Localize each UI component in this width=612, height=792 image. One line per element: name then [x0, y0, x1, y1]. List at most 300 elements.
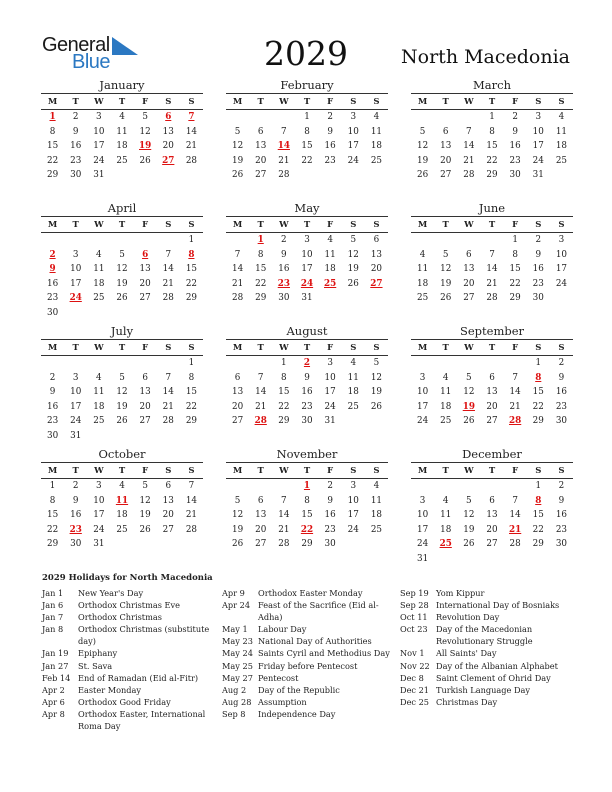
day-cell: 21 [486, 278, 498, 289]
weekday-label: M [47, 219, 58, 230]
day-cell: 29 [532, 539, 544, 550]
weekday-header [226, 462, 388, 479]
day-cell: 20 [162, 141, 174, 152]
weekday-label: T [303, 342, 311, 353]
day-cell: 3 [96, 112, 102, 122]
month-name: July [110, 324, 134, 338]
day-empty [504, 479, 527, 494]
day-cell: 1 [281, 358, 287, 368]
weekday-label: S [350, 219, 357, 230]
day-cell: 1 [304, 112, 310, 122]
weekday-label: T [303, 96, 311, 107]
weekday-label: T [118, 342, 126, 353]
day-cell: 18 [116, 141, 128, 152]
holiday-entry [42, 647, 212, 659]
day-cell: 8 [257, 249, 264, 260]
day-cell: 2 [72, 112, 79, 122]
month-april [41, 201, 203, 321]
day-cell: 25 [440, 416, 452, 427]
day-cell: 23 [324, 524, 336, 535]
day-cell: 11 [93, 387, 105, 398]
day-empty [480, 479, 503, 494]
day-cell: 4 [373, 112, 380, 122]
day-empty [480, 233, 503, 248]
day-cell: 13 [162, 126, 174, 137]
weekday-label: W [94, 96, 104, 107]
day-cell: 1 [489, 112, 495, 122]
weekday-label: T [72, 342, 79, 353]
holiday-date: Aug 2 [222, 684, 247, 695]
month-name: August [286, 324, 328, 338]
weekday-label: F [512, 342, 519, 353]
holiday-name: Labour Day [258, 624, 307, 635]
day-cell: 7 [512, 495, 518, 506]
holiday-date: Feb 14 [42, 672, 71, 683]
holiday-date: Oct 11 [400, 612, 428, 623]
day-cell: 21 [162, 401, 174, 412]
day-cell: 6 [466, 249, 472, 260]
day-grid [226, 356, 388, 429]
day-cell: 17 [70, 401, 82, 412]
holiday-date: May 27 [222, 672, 253, 683]
day-cell: 15 [486, 141, 498, 152]
day-cell: 24 [70, 416, 82, 427]
weekday-label: M [417, 465, 428, 476]
day-cell: 13 [255, 510, 267, 521]
day-cell: 13 [139, 387, 151, 398]
day-cell: 7 [281, 495, 287, 506]
holiday-date: Dec 8 [400, 672, 424, 683]
day-cell: 1 [49, 481, 56, 491]
weekday-label: S [165, 465, 172, 476]
day-cell: 17 [70, 278, 82, 289]
day-cell: 24 [347, 155, 359, 166]
holiday-date: May 25 [222, 660, 253, 671]
day-cell: 5 [119, 372, 125, 383]
day-empty [411, 356, 434, 371]
day-empty [87, 233, 110, 248]
holiday-column [42, 587, 212, 732]
day-cell: 26 [231, 170, 244, 181]
day-cell: 4 [96, 372, 102, 383]
day-cell: 6 [489, 372, 495, 383]
day-cell: 28 [231, 293, 244, 304]
day-cell: 16 [70, 141, 82, 152]
holiday-name: Day of the Republic [258, 684, 340, 695]
day-grid [41, 479, 203, 552]
holiday-day: 1 [49, 112, 56, 122]
weekday-label: S [165, 96, 172, 107]
day-cell: 5 [142, 112, 148, 122]
day-cell: 3 [419, 495, 426, 506]
day-cell: 21 [463, 155, 475, 166]
weekday-label: M [417, 342, 428, 353]
holiday-name: Yom Kippur [436, 588, 485, 598]
day-cell: 1 [188, 235, 195, 245]
day-empty [249, 479, 272, 494]
weekday-label: T [257, 465, 264, 476]
day-cell: 26 [440, 293, 452, 304]
weekday-label: F [142, 219, 149, 230]
day-cell: 27 [440, 170, 452, 181]
day-cell: 30 [555, 539, 568, 550]
weekday-label: S [188, 219, 195, 230]
holiday-entry [400, 696, 572, 708]
day-cell: 27 [255, 539, 267, 550]
day-cell: 17 [532, 141, 544, 152]
day-empty [226, 110, 249, 125]
weekday-label: S [558, 96, 565, 107]
day-cell: 24 [416, 416, 429, 427]
weekday-label: T [72, 96, 79, 107]
holiday-name: Epiphany [78, 648, 118, 659]
day-cell: 15 [46, 141, 59, 152]
day-cell: 2 [327, 481, 333, 491]
holiday-name: Orthodox Easter, International Roma Day [78, 708, 206, 732]
weekday-label: W [279, 342, 289, 353]
holiday-day: 25 [439, 539, 452, 550]
day-cell: 25 [116, 155, 128, 166]
day-cell: 3 [558, 235, 565, 245]
weekday-label: T [257, 342, 264, 353]
day-cell: 14 [463, 141, 475, 152]
day-cell: 1 [535, 358, 542, 368]
day-empty [434, 110, 457, 125]
holiday-entry [222, 647, 392, 659]
day-grid [226, 479, 388, 552]
day-cell: 7 [489, 249, 495, 260]
day-grid [226, 110, 388, 183]
day-grid [411, 110, 573, 183]
weekday-label: W [464, 465, 474, 476]
day-cell: 23 [555, 524, 568, 535]
day-grid [41, 356, 203, 444]
day-cell: 30 [278, 293, 290, 304]
day-empty [64, 356, 87, 371]
holiday-day: 23 [277, 278, 290, 289]
day-cell: 11 [93, 264, 105, 275]
day-cell: 22 [255, 278, 267, 289]
day-cell: 16 [532, 264, 544, 275]
day-cell: 22 [509, 278, 521, 289]
day-cell: 16 [46, 278, 59, 289]
day-cell: 12 [370, 372, 383, 383]
day-cell: 24 [93, 155, 105, 166]
day-grid [411, 233, 573, 306]
holiday-entry [42, 684, 212, 696]
day-cell: 6 [442, 126, 449, 137]
day-cell: 11 [416, 264, 429, 275]
month-january [41, 78, 203, 183]
weekday-label: M [232, 219, 243, 230]
holiday-day: 27 [162, 155, 175, 166]
weekday-label: M [417, 96, 428, 107]
holiday-name: End of Ramadan (Eid al-Fitr) [78, 672, 199, 683]
weekday-label: T [442, 342, 449, 353]
day-cell: 9 [49, 387, 56, 398]
month-november [226, 447, 388, 552]
holiday-entry [400, 647, 572, 659]
day-cell: 16 [324, 141, 336, 152]
day-grid [411, 356, 573, 429]
calendar-year: 2029 [264, 34, 348, 73]
month-name: November [276, 447, 338, 461]
day-cell: 20 [440, 155, 452, 166]
day-cell: 19 [231, 524, 244, 535]
day-cell: 19 [139, 510, 151, 521]
weekday-label: S [165, 342, 172, 353]
month-december [411, 447, 573, 567]
weekday-label: F [327, 465, 334, 476]
holiday-entry [42, 660, 212, 672]
holiday-date: Apr 8 [42, 708, 65, 719]
day-cell: 12 [347, 249, 359, 260]
day-cell: 8 [49, 495, 56, 506]
day-cell: 11 [370, 126, 383, 137]
day-cell: 18 [440, 401, 452, 412]
holiday-day: 1 [303, 481, 311, 491]
day-grid [226, 233, 388, 306]
month-name: June [478, 201, 506, 215]
day-grid [411, 479, 573, 567]
day-cell: 17 [347, 510, 359, 521]
holiday-entry [400, 611, 572, 623]
day-cell: 28 [278, 170, 290, 181]
weekday-label: T [442, 219, 449, 230]
day-cell: 15 [532, 510, 544, 521]
weekday-label: W [464, 96, 474, 107]
holiday-column [222, 587, 392, 720]
day-cell: 22 [185, 401, 198, 412]
day-empty [41, 356, 64, 371]
day-cell: 19 [116, 401, 128, 412]
day-cell: 14 [509, 387, 521, 398]
day-cell: 26 [347, 278, 359, 289]
day-cell: 28 [185, 524, 198, 535]
day-cell: 17 [416, 524, 429, 535]
holiday-day: 24 [69, 293, 82, 304]
day-cell: 1 [188, 358, 195, 368]
day-cell: 22 [532, 524, 544, 535]
day-cell: 10 [93, 495, 105, 506]
weekday-label: T [488, 219, 496, 230]
weekday-label: F [142, 342, 149, 353]
day-cell: 2 [72, 481, 79, 491]
holiday-entry [222, 708, 392, 720]
day-cell: 9 [327, 495, 333, 506]
month-name: January [99, 78, 145, 92]
day-cell: 20 [370, 264, 383, 275]
holiday-name: Saint Clement of Ohrid Day [436, 672, 551, 683]
holiday-entry [222, 635, 392, 647]
day-cell: 25 [93, 416, 105, 427]
day-cell: 18 [116, 510, 128, 521]
day-cell: 26 [139, 524, 151, 535]
holiday-name: Orthodox Christmas Eve [78, 600, 180, 611]
holiday-entry [222, 660, 392, 672]
day-cell: 26 [463, 416, 475, 427]
day-cell: 24 [532, 155, 544, 166]
holiday-day: 11 [115, 495, 129, 506]
day-cell: 29 [46, 539, 59, 550]
logo-general: General [42, 34, 110, 56]
day-cell: 11 [555, 126, 568, 137]
day-cell: 23 [509, 155, 521, 166]
day-cell: 25 [555, 155, 568, 166]
holiday-entry [222, 696, 392, 708]
holiday-entry [42, 623, 212, 647]
holiday-entry [42, 672, 212, 684]
weekday-label: S [188, 342, 195, 353]
day-cell: 28 [185, 155, 198, 166]
day-cell: 22 [301, 155, 313, 166]
day-cell: 29 [255, 293, 267, 304]
day-cell: 20 [255, 524, 267, 535]
day-empty [157, 356, 180, 371]
day-cell: 6 [234, 372, 241, 383]
weekday-label: F [327, 342, 334, 353]
day-cell: 7 [466, 126, 472, 137]
holiday-date: Jan 19 [42, 648, 69, 659]
day-cell: 3 [96, 481, 102, 491]
holiday-date: May 24 [222, 648, 253, 659]
day-cell: 30 [70, 539, 82, 550]
day-cell: 1 [512, 235, 518, 245]
day-empty [457, 110, 480, 125]
month-may [226, 201, 388, 306]
day-cell: 22 [46, 524, 59, 535]
holiday-name: Orthodox Good Friday [78, 696, 171, 707]
holiday-entry [222, 599, 392, 623]
day-cell: 7 [234, 249, 241, 260]
weekday-label: T [257, 219, 264, 230]
day-cell: 15 [509, 264, 521, 275]
day-cell: 18 [555, 141, 568, 152]
holiday-date: Jan 6 [42, 600, 64, 611]
day-cell: 21 [278, 155, 290, 166]
day-empty [226, 356, 249, 371]
holiday-day: 27 [370, 278, 383, 289]
weekday-label: S [350, 465, 357, 476]
day-cell: 6 [489, 495, 495, 506]
day-cell: 31 [301, 293, 313, 304]
day-empty [480, 356, 503, 371]
day-cell: 28 [463, 170, 475, 181]
day-cell: 5 [419, 126, 426, 137]
day-cell: 23 [301, 401, 313, 412]
holiday-day: 28 [254, 416, 267, 427]
weekday-label: T [72, 465, 79, 476]
day-cell: 31 [70, 430, 82, 441]
day-cell: 2 [281, 235, 287, 245]
weekday-label: W [94, 219, 104, 230]
holiday-date: Sep 19 [400, 588, 429, 598]
day-cell: 7 [165, 372, 172, 383]
weekday-label: T [118, 96, 126, 107]
weekday-label: S [558, 342, 565, 353]
weekday-label: T [303, 219, 311, 230]
holiday-date: Apr 2 [42, 684, 65, 695]
holiday-date: Jan 27 [42, 660, 69, 671]
day-empty [110, 356, 133, 371]
holiday-entry [400, 599, 572, 611]
holiday-date: Apr 9 [222, 588, 245, 598]
day-cell: 12 [440, 264, 452, 275]
day-cell: 5 [234, 495, 241, 506]
day-cell: 5 [350, 235, 357, 245]
day-cell: 4 [442, 495, 449, 506]
holiday-day: 8 [535, 495, 542, 506]
day-cell: 3 [72, 249, 79, 260]
day-cell: 5 [442, 249, 449, 260]
holiday-day: 25 [324, 278, 337, 289]
day-cell: 14 [162, 264, 174, 275]
day-cell: 14 [278, 510, 290, 521]
day-cell: 10 [347, 495, 359, 506]
day-empty [411, 110, 434, 125]
weekday-header [226, 216, 388, 233]
holiday-entry [400, 623, 572, 647]
day-empty [110, 233, 133, 248]
holiday-name: Pentecost [258, 672, 299, 683]
day-cell: 21 [509, 401, 521, 412]
weekday-header [411, 462, 573, 479]
day-cell: 9 [72, 495, 79, 506]
day-cell: 27 [463, 293, 475, 304]
day-cell: 9 [327, 126, 333, 137]
day-cell: 3 [72, 372, 79, 383]
day-cell: 3 [535, 112, 542, 122]
day-cell: 19 [370, 387, 383, 398]
day-cell: 11 [324, 249, 336, 260]
weekday-label: F [327, 96, 334, 107]
day-cell: 5 [466, 372, 472, 383]
weekday-label: W [279, 219, 289, 230]
day-cell: 10 [416, 387, 429, 398]
holiday-entry [42, 611, 212, 623]
day-cell: 15 [46, 510, 59, 521]
weekday-label: T [488, 96, 496, 107]
day-cell: 27 [162, 524, 174, 535]
weekday-header [41, 93, 203, 110]
day-cell: 25 [93, 293, 105, 304]
weekday-label: S [373, 219, 380, 230]
day-empty [134, 233, 157, 248]
holiday-day: 23 [69, 524, 82, 535]
holiday-entry [222, 684, 392, 696]
day-cell: 26 [416, 170, 429, 181]
day-cell: 10 [70, 387, 82, 398]
day-empty [64, 233, 87, 248]
day-cell: 26 [116, 416, 128, 427]
day-cell: 4 [327, 235, 333, 245]
day-cell: 13 [370, 249, 383, 260]
holiday-name: Feast of the Sacrifice (Eid al-Adha) [258, 600, 379, 623]
day-cell: 29 [185, 293, 198, 304]
day-cell: 8 [489, 126, 495, 137]
holiday-column [400, 587, 572, 708]
day-cell: 2 [558, 481, 565, 491]
day-cell: 18 [416, 278, 429, 289]
weekday-label: M [47, 96, 58, 107]
day-cell: 5 [466, 495, 472, 506]
day-empty [272, 479, 295, 494]
holiday-day: 8 [535, 372, 542, 383]
day-cell: 16 [278, 264, 290, 275]
day-cell: 12 [416, 141, 429, 152]
weekday-label: S [535, 96, 542, 107]
day-cell: 8 [304, 126, 310, 137]
